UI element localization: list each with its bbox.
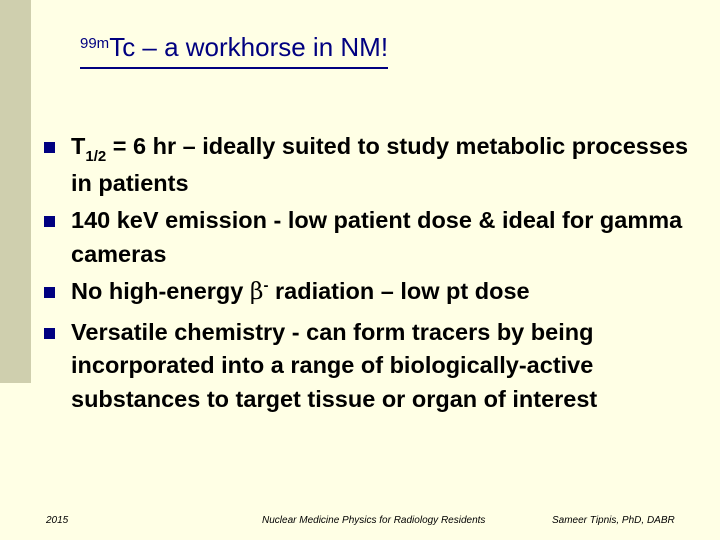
bullet-item-emission [44,204,694,271]
title-text: Tc – a workhorse in NM! [109,32,389,62]
slide-title [80,32,388,69]
square-bullet-icon [44,216,55,227]
bullet-item-chemistry [44,316,694,417]
bullet-list [44,130,694,420]
bullet-main: T [71,133,86,159]
title-superscript: 99m [80,35,110,52]
footer-year: 2015 [46,515,69,526]
bullet-text: Versatile chemistry - can form tracers by being incorporated into a range of biologically-active substances to target tissue or organ of interest [71,318,598,412]
square-bullet-icon [44,328,55,339]
bullet-rest: = 6 hr – ideally suited to study metabolic processes in patients [71,133,689,196]
bullet-item-half-life [44,130,694,200]
beta-symbol: β [249,277,264,305]
left-accent-bar [0,0,31,383]
square-bullet-icon [44,287,55,298]
footer-author: Sameer Tipnis, PhD, DABR [552,515,675,526]
footer-course: Nuclear Medicine Physics for Radiology Residents [262,515,486,526]
bullet-after: radiation – low pt dose [268,278,530,304]
bullet-before: No high-energy [71,278,250,304]
beta-superscript: - [263,277,269,294]
bullet-item-radiation [44,275,694,312]
square-bullet-icon [44,142,55,153]
bullet-text: 140 keV emission - low patient dose & ideal for gamma cameras [71,207,683,267]
bullet-subscript: 1/2 [85,148,107,165]
